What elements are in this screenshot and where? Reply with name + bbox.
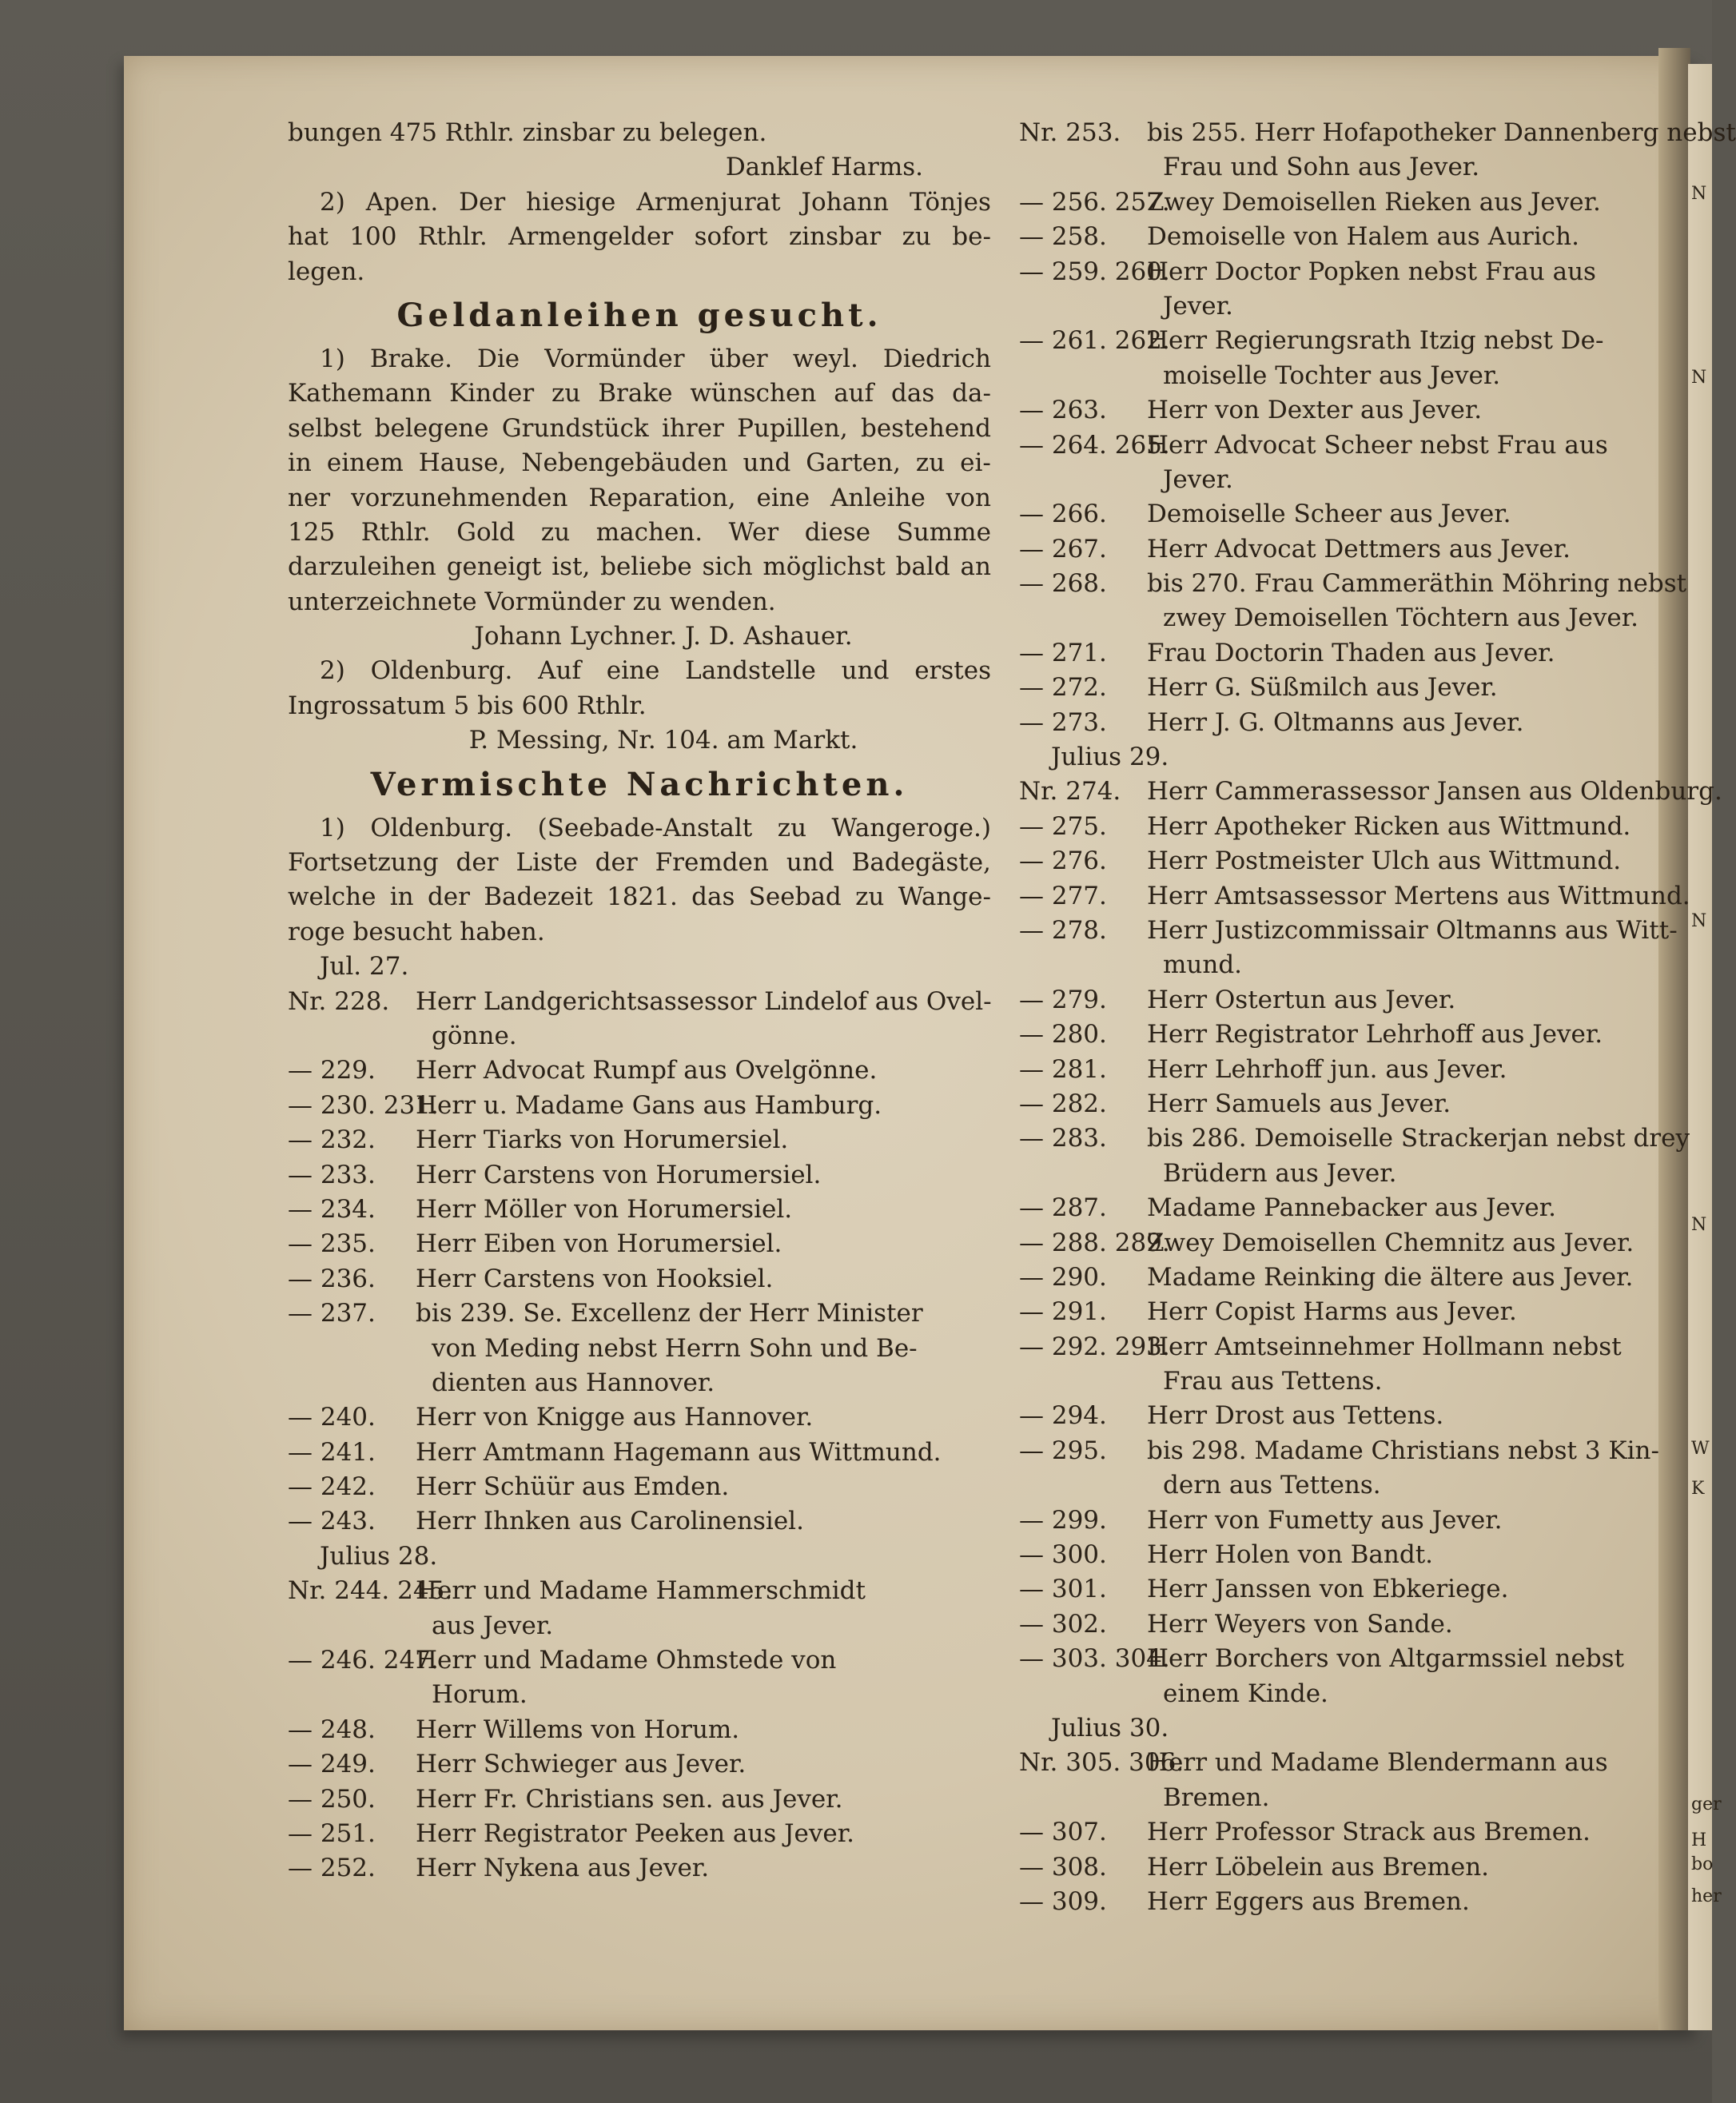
entry-number: — 272.: [1019, 673, 1107, 703]
list-item: [288, 1089, 991, 1123]
list-item: [1019, 393, 1674, 428]
entry-text: Jever.: [1163, 291, 1233, 321]
list-item: [288, 1053, 991, 1088]
entry-text: bis 255. Herr Hofapotheker Dannenberg nebst: [1147, 118, 1736, 147]
entry-number: — 235.: [288, 1229, 376, 1259]
next-page-fragment: N: [1691, 368, 1707, 388]
list-item: [1019, 844, 1674, 878]
list-item: [1019, 359, 1674, 393]
entry-number: — 303. 304.: [1019, 1644, 1170, 1674]
list-item: [1019, 983, 1674, 1018]
entry-text: Herr Justizcommissair Oltmanns aus Witt-: [1147, 915, 1678, 945]
list-item: [1019, 1226, 1674, 1261]
date-line: Julius 29.: [1051, 743, 1169, 772]
entry-text: Herr und Madame Blendermann aus: [1147, 1748, 1608, 1778]
list-item: [288, 1678, 991, 1712]
entry-number: — 243.: [288, 1507, 376, 1536]
text-line: selbst belegene Grundstück ihrer Pupillen, bestehend: [288, 413, 991, 443]
next-page-fragment: N: [1691, 911, 1707, 931]
entry-number: Nr. 274.: [1019, 777, 1121, 807]
entry-text: Herr Ihnken aus Carolinensiel.: [416, 1507, 804, 1536]
list-item: [288, 1019, 991, 1053]
entry-text: Herr G. Süßmilch aus Jever.: [1147, 673, 1498, 703]
list-item: [288, 1436, 991, 1470]
entry-text: Herr Professor Strack aus Bremen.: [1147, 1818, 1591, 1847]
entry-text: Zwey Demoisellen Rieken aus Jever.: [1147, 187, 1601, 217]
entry-text: Herr Carstens von Hooksiel.: [416, 1264, 774, 1293]
entry-text: Herr Carstens von Horumersiel.: [416, 1160, 822, 1189]
entry-number: — 277.: [1019, 881, 1107, 910]
list-item: [288, 1123, 991, 1157]
list-item: [1019, 428, 1674, 463]
text-line: 1) Oldenburg. (Seebade-Anstalt zu Wangeroge.): [320, 813, 991, 842]
entry-text: von Meding nebst Herrn Sohn und Be-: [432, 1333, 918, 1363]
list-item: [1019, 1746, 1674, 1780]
list-item: [288, 985, 991, 1019]
entry-text: bis 286. Demoiselle Strackerjan nebst drey: [1147, 1124, 1690, 1153]
list-item: [288, 1262, 991, 1296]
list-item: [288, 1366, 991, 1400]
entry-text: Demoiselle von Halem aus Aurich.: [1147, 222, 1579, 252]
list-item: [1019, 706, 1674, 740]
next-page-fragment: K: [1691, 1479, 1705, 1499]
entry-text: Jever.: [1163, 464, 1233, 494]
entry-number: — 288. 289.: [1019, 1228, 1170, 1257]
list-item: [1019, 810, 1674, 844]
list-item: [288, 1158, 991, 1193]
list-item: [1019, 1157, 1674, 1191]
list-item: [1019, 1399, 1674, 1433]
list-item: [1019, 1434, 1674, 1468]
entry-number: — 259. 260.: [1019, 257, 1170, 286]
entry-text: Zwey Demoisellen Chemnitz aus Jever.: [1147, 1228, 1634, 1257]
entry-text: Herr Amtseinnehmer Hollmann nebst: [1147, 1332, 1622, 1361]
list-item: [1019, 1191, 1674, 1225]
entry-text: Herr Amtmann Hagemann aus Wittmund.: [416, 1437, 942, 1467]
entry-text: Herr J. G. Oltmanns aus Jever.: [1147, 707, 1524, 737]
entry-number: — 256. 257.: [1019, 187, 1170, 217]
entry-number: — 295.: [1019, 1436, 1107, 1465]
list-item: [288, 1747, 991, 1782]
list-item: [288, 1782, 991, 1817]
list-item: [1019, 636, 1674, 671]
text-line: hat 100 Rthlr. Armengelder sofort zinsbar zu be-: [288, 222, 991, 252]
entry-number: — 271.: [1019, 638, 1107, 667]
text-line: darzuleihen geneigt ist, beliebe sich möglichst bald an: [288, 552, 991, 582]
list-item: [288, 1504, 991, 1539]
entry-text: Frau Doctorin Thaden aus Jever.: [1147, 638, 1555, 667]
list-item: [1019, 1121, 1690, 1156]
entry-number: — 292. 293.: [1019, 1332, 1170, 1361]
entry-text: Herr Regierungsrath Itzig nebst De-: [1147, 326, 1604, 356]
list-item: [1019, 185, 1674, 220]
entry-text: Herr Advocat Dettmers aus Jever.: [1147, 534, 1571, 564]
text-line: in einem Hause, Nebengebäuden und Garten, zu ei-: [288, 448, 991, 478]
entry-number: — 279.: [1019, 985, 1107, 1014]
entry-text: Herr Amtsassessor Mertens aus Wittmund.: [1147, 881, 1690, 910]
entry-text: Herr Postmeister Ulch aus Wittmund.: [1147, 846, 1622, 876]
left-column: [288, 116, 991, 1886]
list-item: [288, 1643, 991, 1678]
entry-number: — 251.: [288, 1818, 376, 1848]
list-item: [1019, 220, 1674, 254]
entry-number: — 264. 265.: [1019, 430, 1170, 460]
entry-number: — 281.: [1019, 1054, 1107, 1084]
entry-text: moiselle Tochter aus Jever.: [1163, 360, 1501, 390]
entry-number: — 258.: [1019, 222, 1107, 252]
entry-number: — 276.: [1019, 846, 1107, 876]
next-page-fragment: H: [1691, 1830, 1707, 1850]
list-item: [1019, 1053, 1674, 1087]
text-line: ner vorzunehmenden Reparation, eine Anleihe von: [288, 483, 991, 512]
entry-text: einem Kinde.: [1163, 1679, 1328, 1708]
signature: Danklef Harms.: [725, 153, 923, 182]
entry-text: Bremen.: [1163, 1782, 1270, 1812]
list-item: [288, 1332, 991, 1366]
list-item: [1019, 1607, 1674, 1642]
entry-text: Herr Doctor Popken nebst Frau aus: [1147, 257, 1596, 286]
entry-text: bis 239. Se. Excellenz der Herr Minister: [416, 1299, 923, 1328]
list-item: [288, 1817, 991, 1851]
entry-text: Herr Nykena aus Jever.: [416, 1854, 710, 1883]
entry-text: Madame Reinking die ältere aus Jever.: [1147, 1262, 1634, 1292]
entry-number: — 240.: [288, 1403, 376, 1432]
entry-text: Herr Advocat Scheer nebst Frau aus: [1147, 430, 1608, 460]
text-line: 1) Brake. Die Vormünder über weyl. Diedrich: [320, 344, 991, 373]
list-item: [288, 1296, 991, 1331]
signature: Johann Lychner. J. D. Ashauer.: [474, 622, 853, 651]
entry-number: — 261. 262.: [1019, 326, 1170, 356]
list-item: [1019, 1572, 1674, 1607]
next-page-fragment: N: [1691, 184, 1707, 204]
entry-text: Frau aus Tettens.: [1163, 1367, 1383, 1396]
entry-number: — 275.: [1019, 811, 1107, 841]
entry-text: Herr Eggers aus Bremen.: [1147, 1886, 1470, 1916]
list-item: [1019, 1781, 1674, 1815]
entry-number: — 266.: [1019, 500, 1107, 529]
entry-number: — 273.: [1019, 707, 1107, 737]
next-page-fragment: ger: [1691, 1794, 1722, 1814]
entry-number: — 308.: [1019, 1852, 1107, 1882]
entry-number: — 307.: [1019, 1818, 1107, 1847]
entry-number: — 283.: [1019, 1124, 1107, 1153]
entry-text: Herr Samuels aus Jever.: [1147, 1089, 1451, 1118]
list-item: [1019, 1538, 1674, 1572]
list-item: [1019, 116, 1736, 150]
entry-number: — 246. 247.: [288, 1646, 439, 1675]
entry-text: Herr Weyers von Sande.: [1147, 1609, 1453, 1639]
list-item: [1019, 532, 1674, 567]
entry-text: Herr und Madame Ohmstede von: [416, 1646, 837, 1675]
list-item: [288, 1574, 991, 1608]
entry-text: zwey Demoisellen Töchtern aus Jever.: [1163, 603, 1639, 633]
list-item: [1019, 1295, 1674, 1329]
list-item: [1019, 463, 1674, 497]
list-item: [1019, 567, 1687, 601]
signature: P. Messing, Nr. 104. am Markt.: [468, 726, 858, 755]
entry-number: — 242.: [288, 1472, 376, 1502]
entry-text: Herr Copist Harms aus Jever.: [1147, 1297, 1517, 1327]
entry-text: Herr Tiarks von Horumersiel.: [416, 1125, 789, 1155]
text-line: legen.: [288, 257, 365, 286]
entry-number: — 252.: [288, 1854, 376, 1883]
list-item: [1019, 1504, 1674, 1538]
list-item: [1019, 671, 1674, 705]
entry-text: Frau und Sohn aus Jever.: [1163, 153, 1480, 182]
entry-text: Brüdern aus Jever.: [1163, 1158, 1397, 1188]
list-item: [1019, 879, 1690, 914]
date-line: Julius 28.: [320, 1541, 438, 1571]
entry-number: — 250.: [288, 1784, 376, 1814]
text-line: Ingrossatum 5 bis 600 Rthlr.: [288, 691, 647, 720]
entry-text: Herr Möller von Horumersiel.: [416, 1194, 793, 1224]
date-line: Julius 30.: [1051, 1713, 1169, 1743]
entry-number: — 300.: [1019, 1540, 1107, 1570]
entry-number: — 263.: [1019, 396, 1107, 425]
entry-number: — 267.: [1019, 534, 1107, 564]
next-page-fragment: W: [1691, 1439, 1710, 1459]
entry-number: — 287.: [1019, 1193, 1107, 1223]
entry-number: — 241.: [288, 1437, 376, 1467]
entry-number: Nr. 305. 306.: [1019, 1748, 1185, 1778]
entry-number: — 290.: [1019, 1262, 1107, 1292]
text-line: 125 Rthlr. Gold zu machen. Wer diese Summe: [288, 517, 991, 547]
entry-text: bis 298. Madame Christians nebst 3 Kin-: [1147, 1436, 1659, 1465]
entry-text: Herr Registrator Peeken aus Jever.: [416, 1818, 854, 1848]
list-item: [288, 1400, 991, 1435]
entry-number: — 249.: [288, 1750, 376, 1779]
list-item: [288, 1193, 991, 1227]
entry-text: Horum.: [432, 1680, 528, 1710]
list-item: [1019, 601, 1674, 635]
entry-text: Demoiselle Scheer aus Jever.: [1147, 500, 1511, 529]
entry-text: Herr Registrator Lehrhoff aus Jever.: [1147, 1020, 1603, 1050]
list-item: [1019, 1261, 1674, 1295]
text-line: unterzeichnete Vormünder zu wenden.: [288, 587, 776, 616]
list-item: [1019, 1642, 1674, 1676]
entry-text: aus Jever.: [432, 1611, 554, 1640]
entry-number: — 236.: [288, 1264, 376, 1293]
list-item: [288, 1470, 991, 1504]
entry-text: Herr Lehrhoff jun. aus Jever.: [1147, 1054, 1507, 1084]
entry-text: Herr Ostertun aus Jever.: [1147, 985, 1456, 1014]
next-page-edge: [1688, 64, 1722, 2030]
list-item: [1019, 1850, 1674, 1885]
entry-number: — 301.: [1019, 1575, 1107, 1604]
section-heading: Vermischte Nachrichten.: [370, 765, 909, 803]
text-line: roge besucht haben.: [288, 917, 545, 946]
entry-text: mund.: [1163, 950, 1243, 980]
entry-text: dern aus Tettens.: [1163, 1471, 1381, 1500]
next-page-fragment: her: [1691, 1886, 1722, 1906]
entry-text: Herr u. Madame Gans aus Hamburg.: [416, 1090, 882, 1120]
entry-number: — 280.: [1019, 1020, 1107, 1050]
list-item: [1019, 289, 1674, 324]
entry-number: — 248.: [288, 1715, 376, 1744]
list-item: [1019, 1018, 1674, 1052]
list-item: [288, 1227, 991, 1261]
section-heading: Geldanleihen gesucht.: [396, 297, 882, 335]
entry-text: Herr Eiben von Horumersiel.: [416, 1229, 782, 1259]
text-line: Kathemann Kinder zu Brake wünschen auf das da-: [288, 379, 991, 408]
entry-text: Herr Cammerassessor Jansen aus Oldenburg.: [1147, 777, 1722, 807]
entry-number: — 302.: [1019, 1609, 1107, 1639]
date-line: Jul. 27.: [320, 952, 409, 982]
entry-text: Herr Schwieger aus Jever.: [416, 1750, 747, 1779]
list-item: [1019, 1815, 1674, 1850]
text-line: 2) Oldenburg. Auf eine Landstelle und erstes: [320, 656, 991, 686]
entry-number: Nr. 244. 245.: [288, 1576, 453, 1606]
list-item: [1019, 497, 1674, 532]
entry-text: Herr von Dexter aus Jever.: [1147, 396, 1483, 425]
entry-text: Herr Willems von Horum.: [416, 1715, 740, 1744]
entry-number: Nr. 253.: [1019, 118, 1121, 147]
list-item: [288, 1713, 991, 1747]
text-line: 2) Apen. Der hiesige Armenjurat Johann Tönjes: [320, 187, 991, 217]
next-page-fragment: bo: [1691, 1854, 1714, 1874]
list-item: [1019, 255, 1674, 289]
list-item: [1019, 914, 1678, 948]
entry-number: — 299.: [1019, 1505, 1107, 1535]
list-item: [1019, 324, 1674, 358]
entry-text: bis 270. Frau Cammeräthin Möhring nebst: [1147, 569, 1687, 599]
entry-number: — 291.: [1019, 1297, 1107, 1327]
entry-text: Herr Apotheker Ricken aus Wittmund.: [1147, 811, 1631, 841]
entry-number: — 309.: [1019, 1886, 1107, 1916]
entry-number: — 234.: [288, 1194, 376, 1224]
list-item: [1019, 1677, 1674, 1711]
entry-text: Herr Löbelein aus Bremen.: [1147, 1852, 1490, 1882]
list-item: [288, 1609, 991, 1643]
entry-text: Herr Fr. Christians sen. aus Jever.: [416, 1784, 843, 1814]
entry-number: — 229.: [288, 1056, 376, 1085]
list-item: [1019, 1364, 1674, 1399]
entry-text: Herr Landgerichtsassessor Lindelof aus Ovel-: [416, 986, 992, 1016]
entry-text: Madame Pannebacker aus Jever.: [1147, 1193, 1556, 1223]
entry-number: — 230. 231.: [288, 1090, 439, 1120]
entry-text: Herr Advocat Rumpf aus Ovelgönne.: [416, 1056, 878, 1085]
entry-text: Herr von Knigge aus Hannover.: [416, 1403, 814, 1432]
entry-number: Nr. 228.: [288, 986, 390, 1016]
list-item: [1019, 150, 1674, 185]
text-line: welche in der Badezeit 1821. das Seebad zu Wange-: [288, 882, 991, 912]
entry-text: Herr Borchers von Altgarmssiel nebst: [1147, 1644, 1625, 1674]
entry-text: gönne.: [432, 1021, 517, 1050]
entry-text: Herr Schüür aus Emden.: [416, 1472, 730, 1502]
text-line: bungen 475 Rthlr. zinsbar zu belegen.: [288, 118, 767, 147]
list-item: [1019, 948, 1674, 982]
list-item: [1019, 775, 1722, 809]
list-item: [1019, 1885, 1674, 1919]
entry-number: — 268.: [1019, 569, 1107, 599]
right-column: [1019, 116, 1736, 1919]
list-item: [288, 1851, 991, 1886]
entry-number: — 294.: [1019, 1401, 1107, 1431]
list-item: [1019, 1330, 1674, 1364]
entry-text: dienten aus Hannover.: [432, 1368, 715, 1397]
entry-text: Herr von Fumetty aus Jever.: [1147, 1505, 1503, 1535]
entry-number: — 237.: [288, 1299, 376, 1328]
entry-text: Herr und Madame Hammerschmidt: [416, 1576, 866, 1606]
entry-number: — 278.: [1019, 915, 1107, 945]
list-item: [1019, 1468, 1674, 1503]
entry-text: Herr Holen von Bandt.: [1147, 1540, 1434, 1570]
entry-text: Herr Janssen von Ebkeriege.: [1147, 1575, 1509, 1604]
entry-number: — 282.: [1019, 1089, 1107, 1118]
entry-number: — 233.: [288, 1160, 376, 1189]
text-line: Fortsetzung der Liste der Fremden und Badegäste,: [288, 848, 991, 878]
next-page-fragment: N: [1691, 1215, 1707, 1235]
entry-text: Herr Drost aus Tettens.: [1147, 1401, 1444, 1431]
entry-number: — 232.: [288, 1125, 376, 1155]
list-item: [1019, 1087, 1674, 1121]
